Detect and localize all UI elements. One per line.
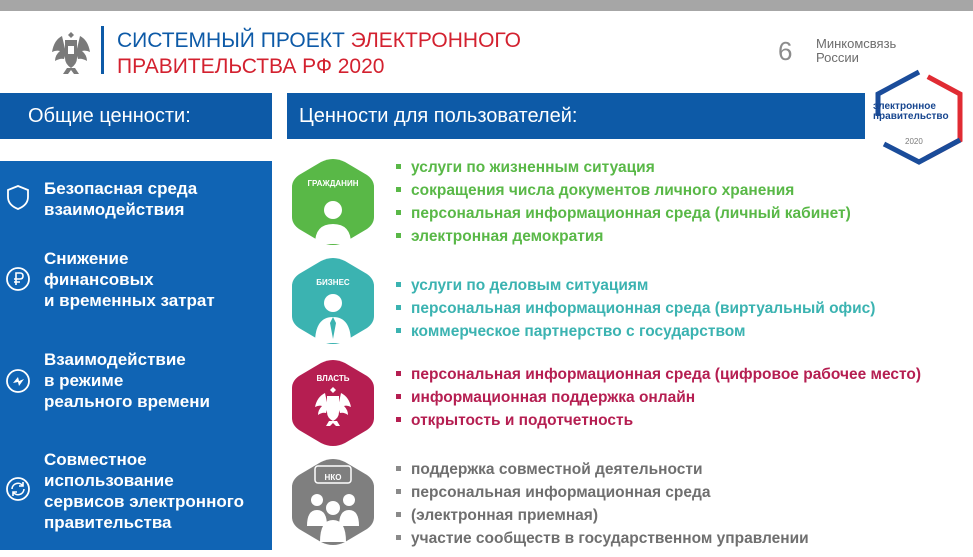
ngo-label: НКО [324, 473, 342, 482]
common-values-header: Общие ценности: [0, 93, 272, 139]
list-item: участие сообществ в государственном управлении [392, 527, 809, 550]
list-item: персональная информационная среда (виртуальный офис) [392, 297, 875, 320]
clock-icon [5, 368, 31, 394]
common-value-secure-environment: Безопасная среда взаимодействия [44, 179, 198, 219]
citizen-values-list [392, 156, 851, 248]
list-item: персональная информационная среда [392, 481, 809, 504]
citizen-label: ГРАЖДАНИН [307, 179, 359, 188]
list-item: (электронная приемная) [392, 504, 809, 527]
sync-icon [5, 476, 31, 502]
title-divider [101, 26, 104, 74]
coat-of-arms-icon [48, 26, 94, 76]
shield-icon [5, 184, 31, 210]
page-number: 6 [778, 36, 793, 66]
business-values-list [392, 274, 875, 343]
egov-logo-text: электронное правительство [873, 101, 949, 122]
list-item: услуги по жизненным ситуация [392, 156, 851, 179]
list-item: сокращения числа документов личного хранения [392, 179, 851, 202]
top-bar [0, 0, 973, 11]
citizen-hexagon [287, 156, 379, 248]
list-item: открытость и подотчетность [392, 409, 921, 432]
business-label: БИЗНЕС [316, 278, 350, 287]
ngo-values-list [392, 458, 809, 550]
list-item: персональная информационная среда (цифровое рабочее место) [392, 363, 921, 386]
ruble-icon [5, 266, 31, 292]
list-item: информационная поддержка онлайн [392, 386, 921, 409]
government-hexagon [287, 357, 379, 449]
egov-logo-year: 2020 [905, 137, 923, 146]
list-item: электронная демократия [392, 225, 851, 248]
user-values-header: Ценности для пользователей: [287, 93, 865, 139]
list-item: персональная информационная среда (личный кабинет) [392, 202, 851, 225]
government-label: ВЛАСТЬ [316, 374, 350, 383]
list-item: поддержка совместной деятельности [392, 458, 809, 481]
common-value-shared-services: Совместное использование сервисов электронного правительства [44, 450, 244, 532]
common-value-cost-reduction: Снижение финансовых и временных затрат [44, 249, 215, 310]
ngo-hexagon [287, 456, 379, 548]
ministry-label: Минкомсвязь России [816, 36, 897, 65]
list-item: коммерческое партнерство с государством [392, 320, 875, 343]
common-value-realtime: Взаимодействие в режиме реального времени [44, 350, 210, 411]
list-item: услуги по деловым ситуациям [392, 274, 875, 297]
government-values-list [392, 363, 921, 432]
page-title: СИСТЕМНЫЙ ПРОЕКТ ЭЛЕКТРОННОГО ПРАВИТЕЛЬСТВА РФ 2020 [117, 29, 521, 78]
business-hexagon [287, 255, 379, 347]
